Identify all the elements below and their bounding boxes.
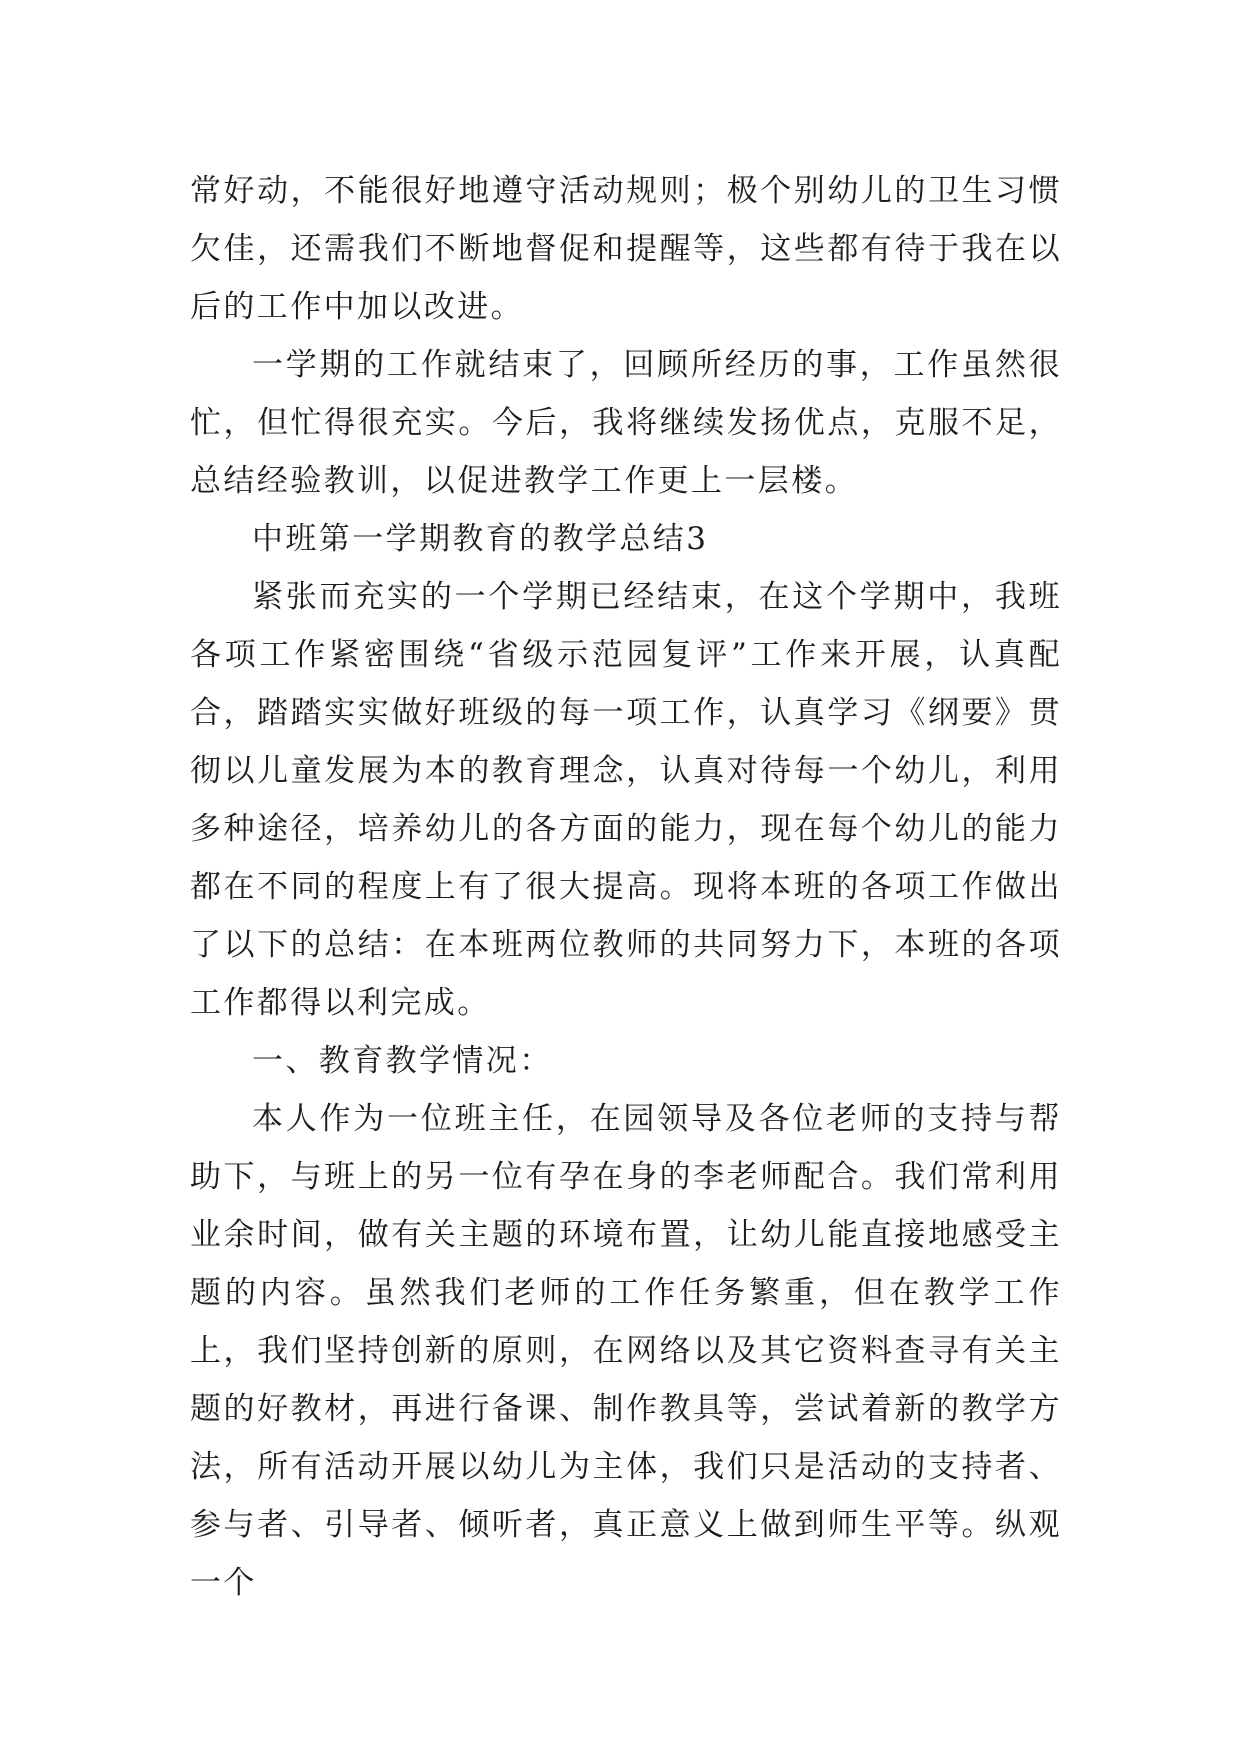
paragraph-conclusion: 一学期的工作就结束了，回顾所经历的事，工作虽然很忙，但忙得很充实。今后，我将继续发扬优点，克服不足，总结经验教训，以促进教学工作更上一层楼。 <box>190 347 1062 499</box>
section-heading: 一、教育教学情况： <box>252 1043 553 1079</box>
section-title: 中班第一学期教育的教学总结3 <box>252 521 709 557</box>
paragraph-continuation: 常好动，不能很好地遵守活动规则；极个别幼儿的卫生习惯欠佳，还需我们不断地督促和提醒等，这些都有待于我在以后的工作中加以改进。 <box>190 173 1062 325</box>
paragraph-intro: 紧张而充实的一个学期已经结束，在这个学期中，我班各项工作紧密围绕“省级示范园复评”工作来开展，认真配合，踏踏实实做好班级的每一项工作，认真学习《纲要》贯彻以儿童发展为本的教育理念，认真对待每一个幼儿，利用多种途径，培养幼儿的各方面的能力，现在每个幼儿的能力都在不同的程度上有了很大提高。现将本班的各项工作做出了以下的总结：在本班两位教师的共同努力下，本班的各项工作都得以利完成。 <box>190 579 1062 1021</box>
paragraph-teaching: 本人作为一位班主任，在园领导及各位老师的支持与帮助下，与班上的另一位有孕在身的李老师配合。我们常利用业余时间，做有关主题的环境布置，让幼儿能直接地感受主题的内容。虽然我们老师的工作任务繁重，但在教学工作上，我们坚持创新的原则，在网络以及其它资料查寻有关主题的好教材，再进行备课、制作教具等，尝试着新的教学方法，所有活动开展以幼儿为主体，我们只是活动的支持者、参与者、引导者、倾听者，真正意义上做到师生平等。纵观一个 <box>190 1101 1062 1601</box>
document-body <box>190 162 1062 1612</box>
